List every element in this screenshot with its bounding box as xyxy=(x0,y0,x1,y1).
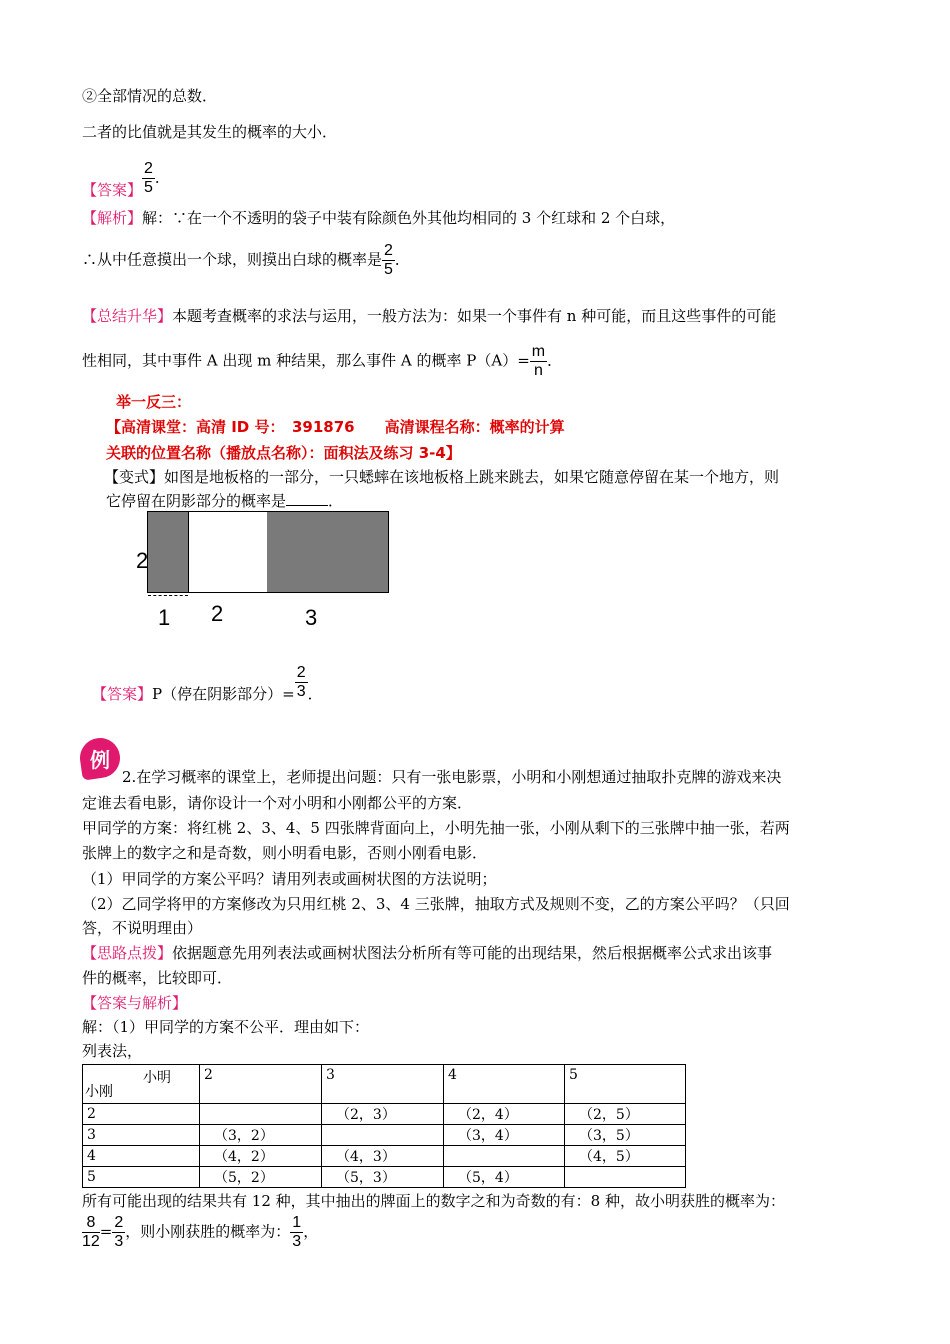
example-badge xyxy=(80,738,120,778)
table-cell: （5，2） xyxy=(200,1167,322,1188)
answer-blank xyxy=(286,491,328,506)
table-row xyxy=(83,1167,686,1188)
table-cell: （3，4） xyxy=(444,1125,565,1146)
table-cell xyxy=(444,1146,565,1167)
table-cell: 3 xyxy=(83,1125,200,1146)
table-cell: 2 xyxy=(83,1104,200,1125)
analysis-label: 【解析】 xyxy=(82,209,143,227)
table-cell: （3，2） xyxy=(200,1125,322,1146)
table-cell xyxy=(200,1104,322,1125)
variant: 【变式】如图是地板格的一部分，一只蟋蟀在该地板格上跳来跳去，如果它随意停留在某一个地方，则 xyxy=(104,468,780,486)
text-line: 二者的比值就是其发生的概率的大小． xyxy=(82,123,338,141)
fraction: $\frac{8}{12}$ xyxy=(82,1214,100,1250)
table-header-cell: 2 xyxy=(200,1065,322,1104)
table-cell: （5，3） xyxy=(322,1167,444,1188)
table-header-cell: 3 xyxy=(322,1065,444,1104)
fraction: $\frac{1}{3}$ xyxy=(292,1214,302,1250)
width-label-1: 1 xyxy=(158,605,171,630)
table-cell: （4，3） xyxy=(322,1146,444,1167)
table-cell: （2，3） xyxy=(322,1104,444,1125)
dimension-line xyxy=(148,595,188,596)
shaded-region-left xyxy=(148,512,188,592)
width-label-3: 3 xyxy=(305,605,318,630)
table-cell: （2，4） xyxy=(444,1104,565,1125)
question-line: 定谁去看电影，请你设计一个对小明和小刚都公平的方案． xyxy=(82,794,473,812)
outcome-table xyxy=(82,1064,686,1188)
fraction: $\frac{2}{5}$ xyxy=(384,242,393,278)
text-line: ②全部情况的总数． xyxy=(82,87,218,105)
solution-line: 解：（1）甲同学的方案不公平．理由如下： xyxy=(82,1018,370,1036)
answer-label: 【答案】 xyxy=(92,684,153,703)
answer-label: 【答案】 xyxy=(82,180,143,199)
hint-line2: 件的概率，比较即可． xyxy=(82,969,233,987)
table-cell: （5，4） xyxy=(444,1167,565,1188)
hd-line-1: 【高清课堂：高清 ID 号： 391876 高清课程名称：概率的计算 xyxy=(106,418,565,436)
table-header-cell: 5 xyxy=(565,1065,686,1104)
height-label: 2 xyxy=(136,548,149,573)
fraction: $\frac{2}{3}$ xyxy=(114,1214,124,1250)
variant-line2: 它停留在阴影部分的概率是 ． xyxy=(106,492,344,510)
table-cell: 4 xyxy=(83,1146,200,1167)
solution-line: 所有可能出现的结果共有 12 种，其中抽出的牌面上的数字之和为奇数的有：8 种，故小明获胜的概率为： xyxy=(82,1192,785,1210)
hd-line-2: 关联的位置名称（播放点名称）：面积法及练习 3-4】 xyxy=(106,444,461,462)
table-header-cell: 4 xyxy=(444,1065,565,1104)
table-cell: （3，5） xyxy=(565,1125,686,1146)
extend-title: 举一反三： xyxy=(116,393,192,411)
hint: 【思路点拨】依据题意先用列表法或画树状图法分析所有等可能的出现结果，然后根据概率公式求出该事 xyxy=(82,944,773,962)
question-line: 张牌上的数字之和是奇数，则小明看电影，否则小刚看电影． xyxy=(82,844,488,862)
question-line: （1）甲同学的方案公平吗？请用列表或画树状图的方法说明； xyxy=(82,870,497,888)
width-label-2: 2 xyxy=(211,601,224,626)
fraction: $\frac{m}{n}$ xyxy=(531,343,546,379)
solution-label: 【答案与解析】 xyxy=(82,994,188,1012)
table-cell: （2，5） xyxy=(565,1104,686,1125)
table-row xyxy=(83,1125,686,1146)
table-cell xyxy=(322,1125,444,1146)
table-row xyxy=(83,1146,686,1167)
analysis-1-line2: ∴从中任意摸出一个球，则摸出白球的概率是 $\frac{2}{5}$ ． xyxy=(82,242,410,278)
solution-fractions: $\frac{8}{12}$ = $\frac{2}{3}$ ，则小刚获胜的概率为： $\frac{1}{3}$ ， xyxy=(82,1214,319,1250)
summary-label: 【总结升华】 xyxy=(82,307,173,325)
question-line: 甲同学的方案：将红桃 2、3、4、5 四张牌背面向上，小明先抽一张，小刚从剩下的三张牌中抽一张，若两 xyxy=(82,819,790,837)
answer-2: 【答案】P（停在阴影部分）= $\frac{2}{3}$ ． xyxy=(92,664,323,703)
question-line: （2）乙同学将甲的方案修改为只用红桃 2、3、4 三张牌，抽取方式及规则不变，乙的方案公平吗？（只回 xyxy=(82,895,790,913)
table-corner: 小明 小刚 xyxy=(83,1065,200,1104)
solution-line: 列表法， xyxy=(82,1042,143,1060)
shaded-region-right xyxy=(267,512,388,592)
fraction: $\frac{2}{5}$ xyxy=(144,160,153,196)
table-row xyxy=(83,1104,686,1125)
white-region xyxy=(188,512,268,592)
question-line: 2.在学习概率的课堂上，老师提出问题：只有一张电影票，小明和小刚想通过抽取扑克牌的游戏来决 xyxy=(122,768,782,786)
analysis-1: 【解析】解：∵在一个不透明的袋子中装有除颜色外其他均相同的 3 个红球和 2 个白球， xyxy=(82,209,676,227)
table-cell xyxy=(565,1167,686,1188)
badge-text: 例 xyxy=(90,748,110,772)
question-line: 答，不说明理由） xyxy=(82,919,203,937)
variant-label: 【变式】 xyxy=(104,468,165,486)
table-cell: （4，2） xyxy=(200,1146,322,1167)
summary-line2: 性相同，其中事件 A 出现 m 种结果，那么事件 A 的概率 P（A）= $\frac{m}{n}$ ． xyxy=(82,343,563,379)
fraction: $\frac{2}{3}$ xyxy=(296,664,306,700)
table-cell: 5 xyxy=(83,1167,200,1188)
hint-label: 【思路点拨】 xyxy=(82,944,173,962)
summary: 【总结升华】本题考查概率的求法与运用，一般方法为：如果一个事件有 n 种可能，而且这些事件的可能 xyxy=(82,307,777,325)
answer-1: 【答案】 $\frac{2}{5}$ ． xyxy=(82,160,170,199)
table-header-row xyxy=(83,1065,686,1104)
table-cell: （4，5） xyxy=(565,1146,686,1167)
